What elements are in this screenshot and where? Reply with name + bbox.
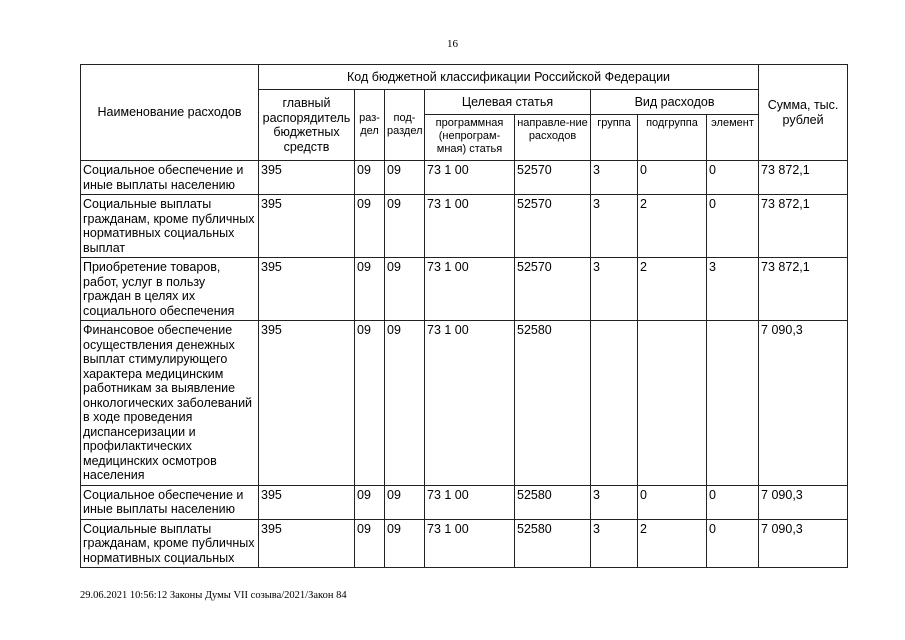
- cell-group: [591, 321, 638, 486]
- cell-grbs: 395: [259, 258, 355, 321]
- budget-table: [80, 64, 848, 568]
- cell-subgroup: 2: [638, 195, 707, 258]
- cell-section: 09: [355, 258, 385, 321]
- cell-grbs: 395: [259, 485, 355, 519]
- cell-subsection: 09: [385, 258, 425, 321]
- table-row: [81, 321, 848, 486]
- cell-element: 0: [707, 161, 759, 195]
- header-main-manager: главный распорядитель бюджетных средств: [259, 90, 355, 161]
- cell-element: 0: [707, 519, 759, 568]
- cell-element: 0: [707, 195, 759, 258]
- cell-subgroup: 2: [638, 258, 707, 321]
- table-row: [81, 161, 848, 195]
- cell-name: Социальные выплаты гражданам, кроме публичных нормативных социальных: [81, 519, 259, 568]
- header-code-group: Код бюджетной классификации Российской Федерации: [259, 65, 759, 90]
- header-row-1: [81, 65, 848, 90]
- cell-program: 73 1 00: [425, 195, 515, 258]
- cell-section: 09: [355, 161, 385, 195]
- header-subsection: под-раздел: [385, 90, 425, 161]
- cell-direction: 52570: [515, 161, 591, 195]
- table-row: [81, 519, 848, 568]
- cell-direction: 52580: [515, 485, 591, 519]
- cell-subgroup: 0: [638, 161, 707, 195]
- cell-program: 73 1 00: [425, 321, 515, 486]
- header-target-article: Целевая статья: [425, 90, 591, 115]
- page-number: 16: [447, 38, 458, 50]
- table-row: [81, 485, 848, 519]
- header-sum: Сумма, тыс. рублей: [759, 65, 848, 161]
- cell-subgroup: [638, 321, 707, 486]
- cell-grbs: 395: [259, 519, 355, 568]
- cell-section: 09: [355, 485, 385, 519]
- cell-subsection: 09: [385, 321, 425, 486]
- header-name: Наименование расходов: [81, 65, 259, 161]
- cell-sum: 7 090,3: [759, 519, 848, 568]
- cell-grbs: 395: [259, 195, 355, 258]
- cell-program: 73 1 00: [425, 161, 515, 195]
- cell-name: Социальное обеспечение и иные выплаты населению: [81, 485, 259, 519]
- header-program: программная (непрограм-мная) статья: [425, 115, 515, 161]
- cell-element: 0: [707, 485, 759, 519]
- cell-direction: 52580: [515, 519, 591, 568]
- cell-section: 09: [355, 321, 385, 486]
- table-row: [81, 258, 848, 321]
- cell-group: 3: [591, 485, 638, 519]
- cell-element: [707, 321, 759, 486]
- cell-group: 3: [591, 161, 638, 195]
- cell-element: 3: [707, 258, 759, 321]
- cell-grbs: 395: [259, 321, 355, 486]
- cell-direction: 52570: [515, 195, 591, 258]
- cell-group: 3: [591, 258, 638, 321]
- cell-sum: 7 090,3: [759, 321, 848, 486]
- cell-subgroup: 2: [638, 519, 707, 568]
- cell-name: Социальное обеспечение и иные выплаты населению: [81, 161, 259, 195]
- cell-direction: 52570: [515, 258, 591, 321]
- cell-name: Финансовое обеспечение осуществления денежных выплат стимулирующего характера медицинским работникам за выявление онкологических заболеваний в ходе проведения диспансеризации и профилактических медицинских осмотров населения: [81, 321, 259, 486]
- cell-group: 3: [591, 519, 638, 568]
- cell-grbs: 395: [259, 161, 355, 195]
- cell-sum: 73 872,1: [759, 195, 848, 258]
- cell-sum: 73 872,1: [759, 258, 848, 321]
- cell-subgroup: 0: [638, 485, 707, 519]
- header-expense-type: Вид расходов: [591, 90, 759, 115]
- cell-section: 09: [355, 195, 385, 258]
- header-direction: направле-ние расходов: [515, 115, 591, 161]
- cell-sum: 73 872,1: [759, 161, 848, 195]
- cell-group: 3: [591, 195, 638, 258]
- document-footer: 29.06.2021 10:56:12 Законы Думы VII созыва/2021/Закон 84: [80, 590, 347, 601]
- header-section: раз-дел: [355, 90, 385, 161]
- cell-subsection: 09: [385, 485, 425, 519]
- header-element: элемент: [707, 115, 759, 161]
- cell-subsection: 09: [385, 161, 425, 195]
- cell-direction: 52580: [515, 321, 591, 486]
- cell-sum: 7 090,3: [759, 485, 848, 519]
- cell-name: Приобретение товаров, работ, услуг в пользу граждан в целях их социального обеспечения: [81, 258, 259, 321]
- cell-name: Социальные выплаты гражданам, кроме публичных нормативных социальных выплат: [81, 195, 259, 258]
- cell-subsection: 09: [385, 195, 425, 258]
- header-subgroup: подгруппа: [638, 115, 707, 161]
- cell-section: 09: [355, 519, 385, 568]
- cell-program: 73 1 00: [425, 519, 515, 568]
- cell-program: 73 1 00: [425, 258, 515, 321]
- table-row: [81, 195, 848, 258]
- cell-subsection: 09: [385, 519, 425, 568]
- header-group: группа: [591, 115, 638, 161]
- cell-program: 73 1 00: [425, 485, 515, 519]
